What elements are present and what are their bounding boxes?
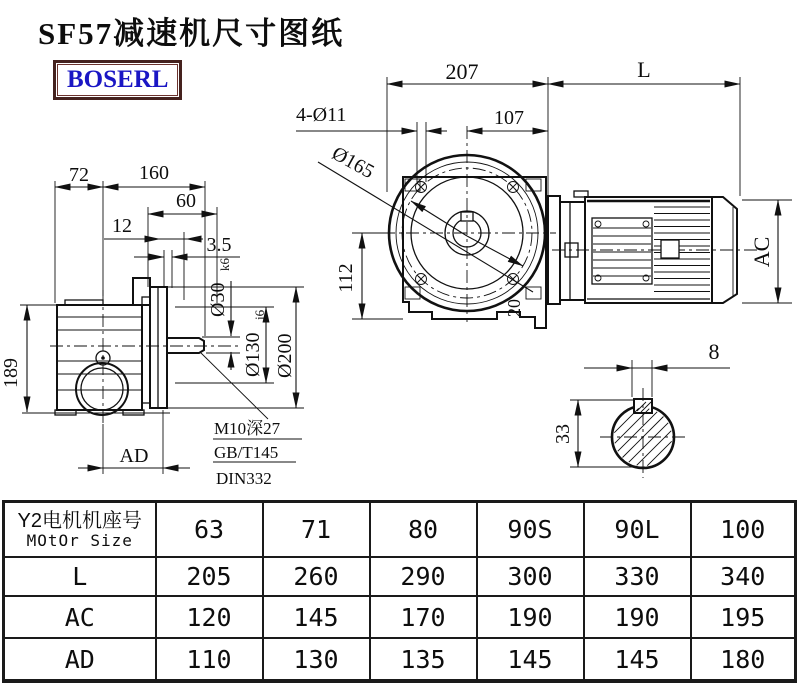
dim-ac: AC	[749, 236, 774, 268]
table-cell: 145	[584, 638, 691, 681]
table-cell: 190	[584, 596, 691, 638]
table-cell: 330	[584, 557, 691, 596]
table-cell: 290	[370, 557, 477, 596]
table-row	[4, 596, 796, 638]
dim-33: 33	[552, 424, 574, 444]
dim-189: 189	[0, 358, 22, 388]
row-label: L	[4, 557, 156, 596]
dim-4xd11: 4-Ø11	[296, 104, 347, 126]
side-view	[0, 162, 304, 488]
dim-72: 72	[69, 164, 89, 186]
dim-8: 8	[708, 339, 720, 364]
dim-d165: Ø165	[328, 142, 378, 184]
dim-d200: Ø200	[274, 333, 296, 378]
dim-12: 12	[112, 215, 132, 237]
dim-L: L	[637, 57, 651, 82]
header-motor-size-en: MOtOr Size	[26, 530, 133, 550]
dim-d30-fit: k6	[217, 258, 232, 271]
brand-logo-text: BOSERL	[57, 64, 178, 96]
dim-d130: Ø130	[242, 332, 264, 377]
table-cell: 110	[156, 638, 263, 681]
table-cell: 300	[477, 557, 584, 596]
dim-207: 207	[445, 59, 479, 84]
table-cell: 120	[156, 596, 263, 638]
page-title: SF57减速机尺寸图纸	[38, 16, 345, 51]
column-header: 100	[691, 502, 796, 558]
note-din332: DIN332	[216, 469, 272, 488]
table-header-row	[4, 502, 796, 558]
dim-d130-fit: j6	[252, 309, 267, 320]
shaft-section	[552, 339, 730, 478]
row-label: AD	[4, 638, 156, 681]
table-row	[4, 557, 796, 596]
front-view	[296, 57, 792, 328]
dim-160: 160	[139, 162, 169, 184]
table-cell: 180	[691, 638, 796, 681]
dim-ad: AD	[119, 445, 149, 467]
table-cell: 190	[477, 596, 584, 638]
column-header: 71	[263, 502, 370, 558]
dim-107: 107	[494, 107, 524, 129]
dim-20: 20	[504, 299, 524, 317]
table-cell: 195	[691, 596, 796, 638]
table-row	[4, 638, 796, 681]
table-cell: 145	[477, 638, 584, 681]
dim-3-5: 3.5	[206, 234, 232, 256]
column-header: 80	[370, 502, 477, 558]
header-motor-size	[4, 502, 156, 558]
note-gbt145: GB/T145	[214, 443, 279, 462]
motor-size-table	[2, 500, 797, 683]
table-cell: 145	[263, 596, 370, 638]
table-cell: 135	[370, 638, 477, 681]
column-header: 90L	[584, 502, 691, 558]
table-cell: 130	[263, 638, 370, 681]
table-cell: 340	[691, 557, 796, 596]
column-header: 63	[156, 502, 263, 558]
header-motor-size-cn: Y2电机机座号	[17, 509, 142, 532]
table-cell: 205	[156, 557, 263, 596]
dim-112: 112	[335, 263, 357, 293]
dim-60: 60	[176, 190, 196, 212]
note-m10: M10深27	[214, 419, 281, 438]
table-cell: 170	[370, 596, 477, 638]
table-cell: 260	[263, 557, 370, 596]
column-header: 90S	[477, 502, 584, 558]
row-label: AC	[4, 596, 156, 638]
dim-d30: Ø30	[207, 282, 229, 317]
